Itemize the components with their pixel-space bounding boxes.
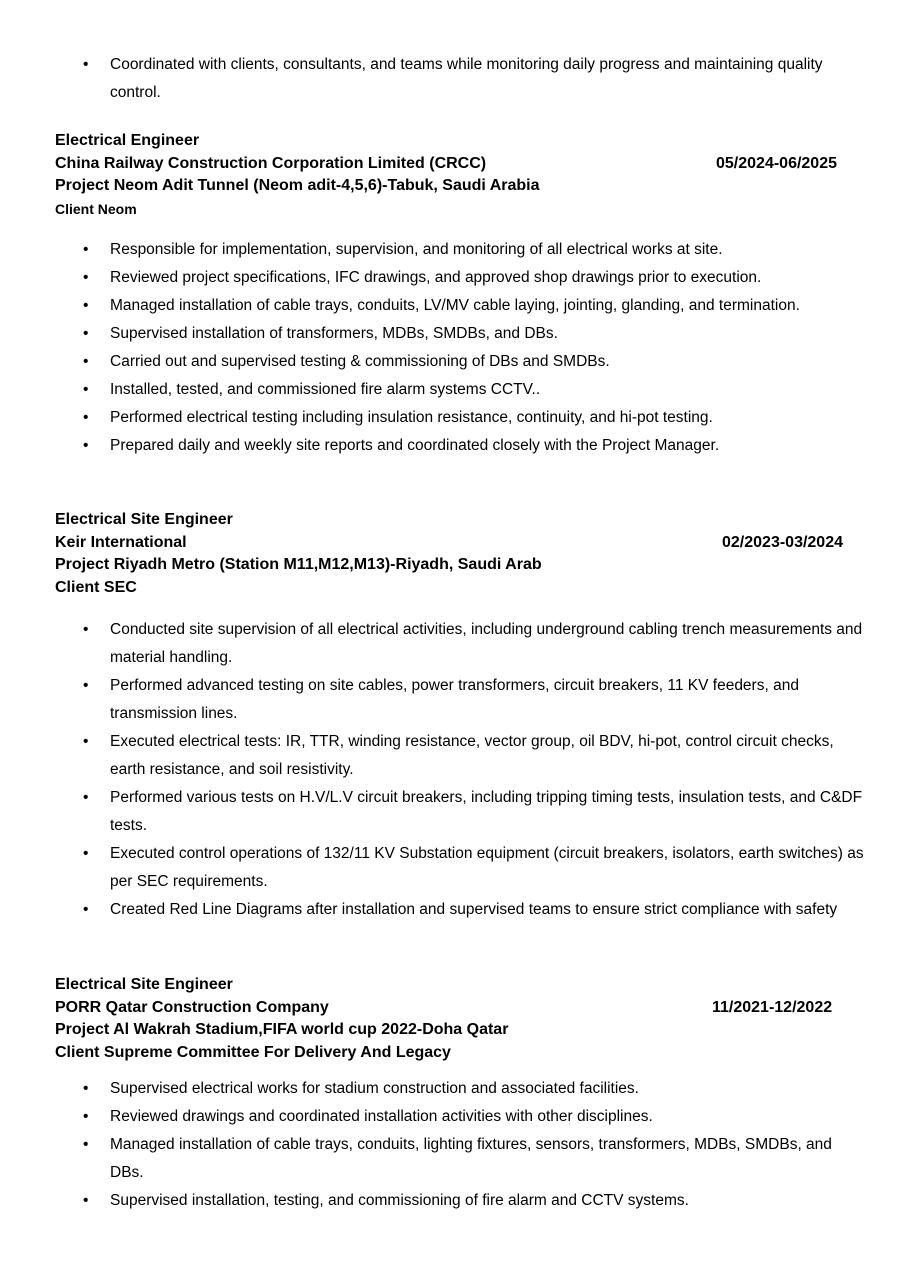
list-item: • Coordinated with clients, consultants, and teams while monitoring daily progress and maintaining quality control. [0,51,905,107]
bullet-icon: • [83,789,89,806]
bullet-icon: • [83,325,89,342]
job-title: Electrical Engineer [55,132,200,149]
list-item: • Responsible for implementation, supervision, and monitoring of all electrical works at site. [0,236,905,264]
client-name: Client SEC [55,578,137,596]
list-item: • Supervised electrical works for stadium construction and associated facilities. [0,1075,905,1103]
list-item: • Reviewed project specifications, IFC drawings, and approved shop drawings prior to execution. [0,264,905,292]
bullet-icon: • [83,297,89,314]
list-item: • Performed electrical testing including insulation resistance, continuity, and hi-pot testing. [0,404,905,432]
bullet-icon: • [83,1108,89,1125]
bullet-icon: • [83,56,89,73]
job-3-bullets [0,1075,905,1215]
client-name: Client Supreme Committee For Delivery And Legacy [55,1043,451,1061]
list-item: • Supervised installation of transformers, MDBs, SMDBs, and DBs. [0,320,905,348]
project-name: Project Neom Adit Tunnel (Neom adit-4,5,6)-Tabuk, Saudi Arabia [55,177,540,194]
bullet-icon: • [83,1080,89,1097]
list-item: • Created Red Line Diagrams after installation and supervised teams to ensure strict compliance with safety [0,896,905,924]
bullet-icon: • [83,901,89,918]
bullet-icon: • [83,409,89,426]
bullet-icon: • [83,353,89,370]
bullet-icon: • [83,381,89,398]
bullet-icon: • [83,1136,89,1153]
job-2-bullets [0,616,905,924]
bullet-icon: • [83,733,89,750]
bullet-icon: • [83,1192,89,1209]
list-item: • Executed control operations of 132/11 KV Substation equipment (circuit breakers, isolators, earth switches) as per SEC requirements. [0,840,905,896]
job-title: Electrical Site Engineer [55,511,233,528]
job-header-3 [55,974,855,1064]
project-name: Project Riyadh Metro (Station M11,M12,M13)-Riyadh, Saudi Arab [55,556,542,573]
list-item: • Executed electrical tests: IR, TTR, winding resistance, vector group, oil BDV, hi-pot, control circuit checks, earth resistance, and soil resistivity. [0,728,905,784]
list-item: • Installed, tested, and commissioned fire alarm systems CCTV.. [0,376,905,404]
list-item: • Performed advanced testing on site cables, power transformers, circuit breakers, 11 KV feeders, and transmission lines. [0,672,905,728]
bullet-icon: • [83,437,89,454]
list-item: • Managed installation of cable trays, conduits, LV/MV cable laying, jointing, glanding, and termination. [0,292,905,320]
job-header-2 [55,509,855,599]
bullet-icon: • [83,677,89,694]
list-item: • Reviewed drawings and coordinated installation activities with other disciplines. [0,1103,905,1131]
company-name: Keir International 02/2023-03/2024 [55,532,855,555]
project-name: Project Al Wakrah Stadium,FIFA world cup 2022-Doha Qatar [55,1021,509,1038]
job-1-bullets [0,236,905,460]
bullet-icon: • [83,269,89,286]
bullet-icon: • [83,845,89,862]
list-item: • Supervised installation, testing, and commissioning of fire alarm and CCTV systems. [0,1187,905,1215]
bullet-icon: • [83,241,89,258]
company-name: PORR Qatar Construction Company 11/2021-12/2022 [55,997,855,1020]
list-item: • Managed installation of cable trays, conduits, lighting fixtures, sensors, transformers, MDBs, SMDBs, and DBs. [0,1131,905,1187]
job-dates: 05/2024-06/2025 [716,154,837,172]
list-item: • Conducted site supervision of all electrical activities, including underground cabling trench measurements and material handling. [0,616,905,672]
job-header-1 [55,130,855,220]
company-name: China Railway Construction Corporation Limited (CRCC) 05/2024-06/2025 [55,153,855,176]
job-dates: 02/2023-03/2024 [722,533,843,551]
bullet-icon: • [83,621,89,638]
job-title: Electrical Site Engineer [55,976,233,993]
list-item: • Performed various tests on H.V/L.V circuit breakers, including tripping timing tests, insulation tests, and C&DF tests. [0,784,905,840]
top-bullet-list [0,51,905,107]
client-name: Client Neom [55,200,137,217]
job-dates: 11/2021-12/2022 [712,998,833,1016]
list-item: • Carried out and supervised testing & commissioning of DBs and SMDBs. [0,348,905,376]
list-item: • Prepared daily and weekly site reports and coordinated closely with the Project Manager. [0,432,905,460]
